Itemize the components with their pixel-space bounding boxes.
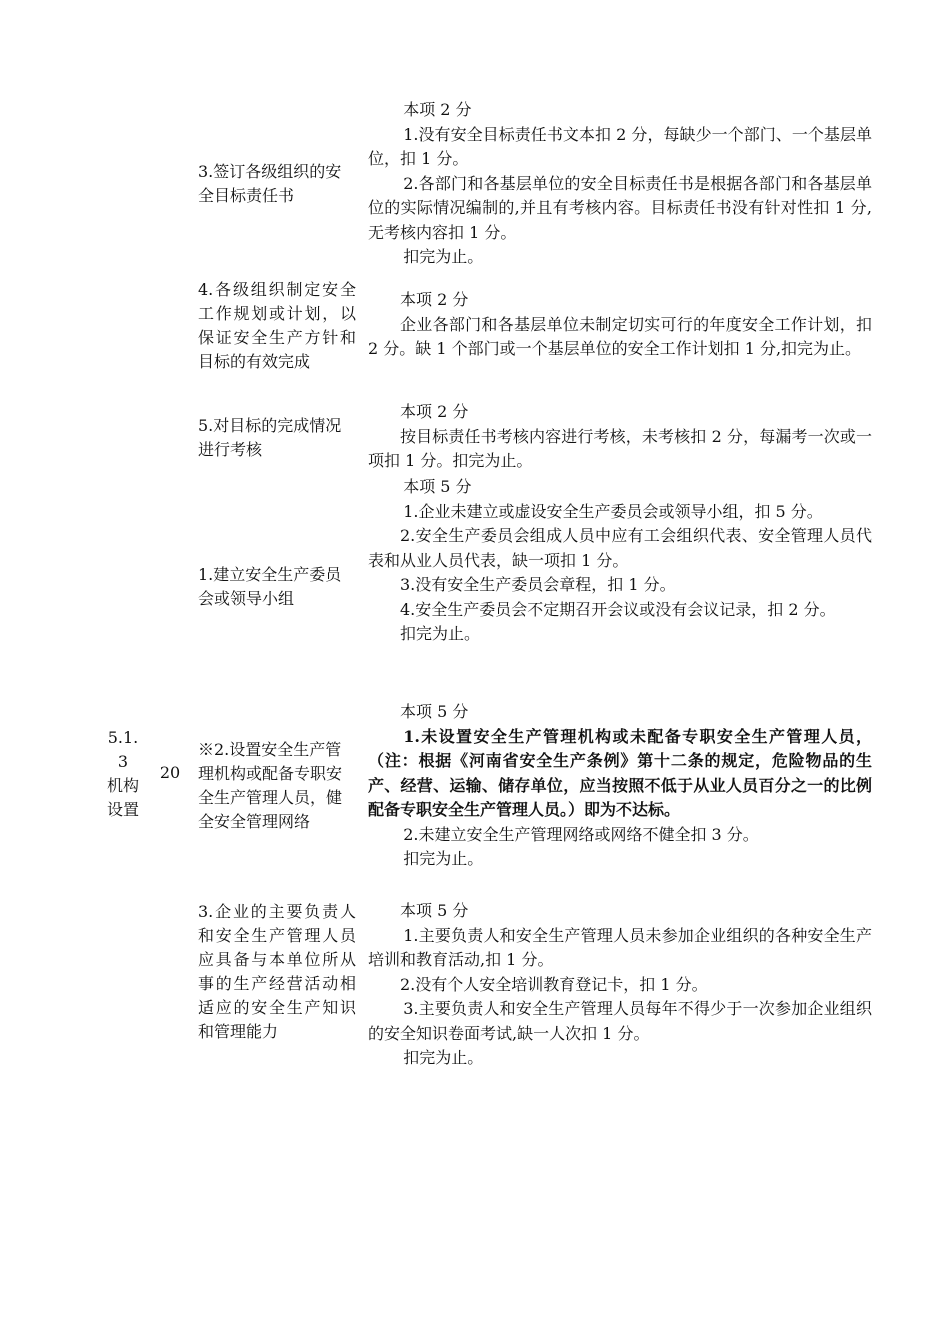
row-criteria-management-org <box>368 700 872 872</box>
criteria-line: 本项 2 分 <box>400 402 469 421</box>
row-item-management-org: ※2.设置安全生产管理机构或配备专职安全生产管理人员，健全安全管理网络 <box>198 740 343 831</box>
section-code-line1: 5.1. <box>107 728 139 747</box>
criteria-line: 企业各部门和各基层单位未制定切实可行的年度安全工作计划，扣 2 分。缺 1 个部门或一个基层单位的安全工作计划扣 1 分,扣完为止。 <box>368 314 872 358</box>
row-item-safety-committee: 1.建立安全生产委员会或领导小组 <box>198 565 342 608</box>
criteria-line: 2.未建立安全生产管理网络或网络不健全扣 3 分。 <box>403 824 759 844</box>
section-score: 20 <box>159 763 181 782</box>
row-criteria-work-plan <box>368 288 872 362</box>
criteria-line: 本项 5 分 <box>403 477 472 496</box>
criteria-line: 本项 2 分 <box>403 100 472 119</box>
criteria-line: 扣完为止。 <box>403 849 484 868</box>
section-code-cell <box>96 726 150 822</box>
row-item-leader-competence: 3.企业的主要负责人和安全生产管理人员应具备与本单位所从事的生产经营活动相适应的安全生产知识和管理能力 <box>198 902 356 1041</box>
criteria-line: 4.安全生产委员会不定期召开会议或没有会议记录，扣 2 分。 <box>400 599 836 619</box>
section-code-line2: 3 <box>117 752 129 771</box>
section-name-line1: 机构 <box>106 776 139 795</box>
criteria-line: 2.没有个人安全培训教育登记卡，扣 1 分。 <box>400 974 708 994</box>
criteria-line: 按目标责任书考核内容进行考核，未考核扣 2 分，每漏考一次或一项扣 1 分。扣完为止。 <box>368 426 872 470</box>
criteria-line: 1.没有安全目标责任书文本扣 2 分，每缺少一个部门、一个基层单位，扣 1 分。 <box>368 124 872 168</box>
criteria-line: 本项 5 分 <box>400 901 469 920</box>
criteria-line: 3.没有安全生产委员会章程，扣 1 分。 <box>400 575 676 594</box>
criteria-line: 扣完为止。 <box>400 624 481 643</box>
criteria-line: 扣完为止。 <box>403 247 484 266</box>
row-item-assessment: 5.对目标的完成情况进行考核 <box>198 416 342 459</box>
row-criteria-leader-competence <box>368 899 872 1071</box>
criteria-line: 2.各部门和各基层单位的安全目标责任书是根据各部门和各基层单位的实际情况编制的,并且有考核内容。目标责任书没有针对性扣 1 分,无考核内容扣 1 分。 <box>368 173 872 242</box>
section-name-line2: 设置 <box>106 800 139 819</box>
row-item-target-responsibility: 3.签订各级组织的安全目标责任书 <box>198 162 342 205</box>
row-criteria-target-responsibility <box>368 98 872 270</box>
criteria-line: 3.主要负责人和安全生产管理人员每年不得少于一次参加企业组织的安全知识卷面考试,缺一人次扣 1 分。 <box>368 999 872 1043</box>
criteria-line: 扣完为止。 <box>403 1048 484 1067</box>
row-criteria-assessment <box>368 400 872 474</box>
criteria-line: 本项 2 分 <box>400 290 469 309</box>
criteria-line: 1.主要负责人和安全生产管理人员未参加企业组织的各种安全生产培训和教育活动,扣 1 分。 <box>368 925 872 969</box>
row-criteria-safety-committee <box>368 475 872 647</box>
criteria-line: 本项 5 分 <box>400 702 469 721</box>
criteria-line: 1.企业未建立或虚设安全生产委员会或领导小组，扣 5 分。 <box>403 501 823 521</box>
criteria-line: 2.安全生产委员会组成人员中应有工会组织代表、安全管理人员代表和从业人员代表，缺一项扣 1 分。 <box>368 526 872 570</box>
row-item-work-plan: 4.各级组织制定安全工作规划或计划，以保证安全生产方针和目标的有效完成 <box>198 280 356 371</box>
criteria-line-bold: 1.未设置安全生产管理机构或未配备专职安全生产管理人员，（注：根据《河南省安全生产条例》第十二条的规定，危险物品的生产、经营、运输、储存单位，应当按照不低于从业人员百分之一的比例配备专职安全生产管理人员。）即为不达标。 <box>368 726 872 819</box>
